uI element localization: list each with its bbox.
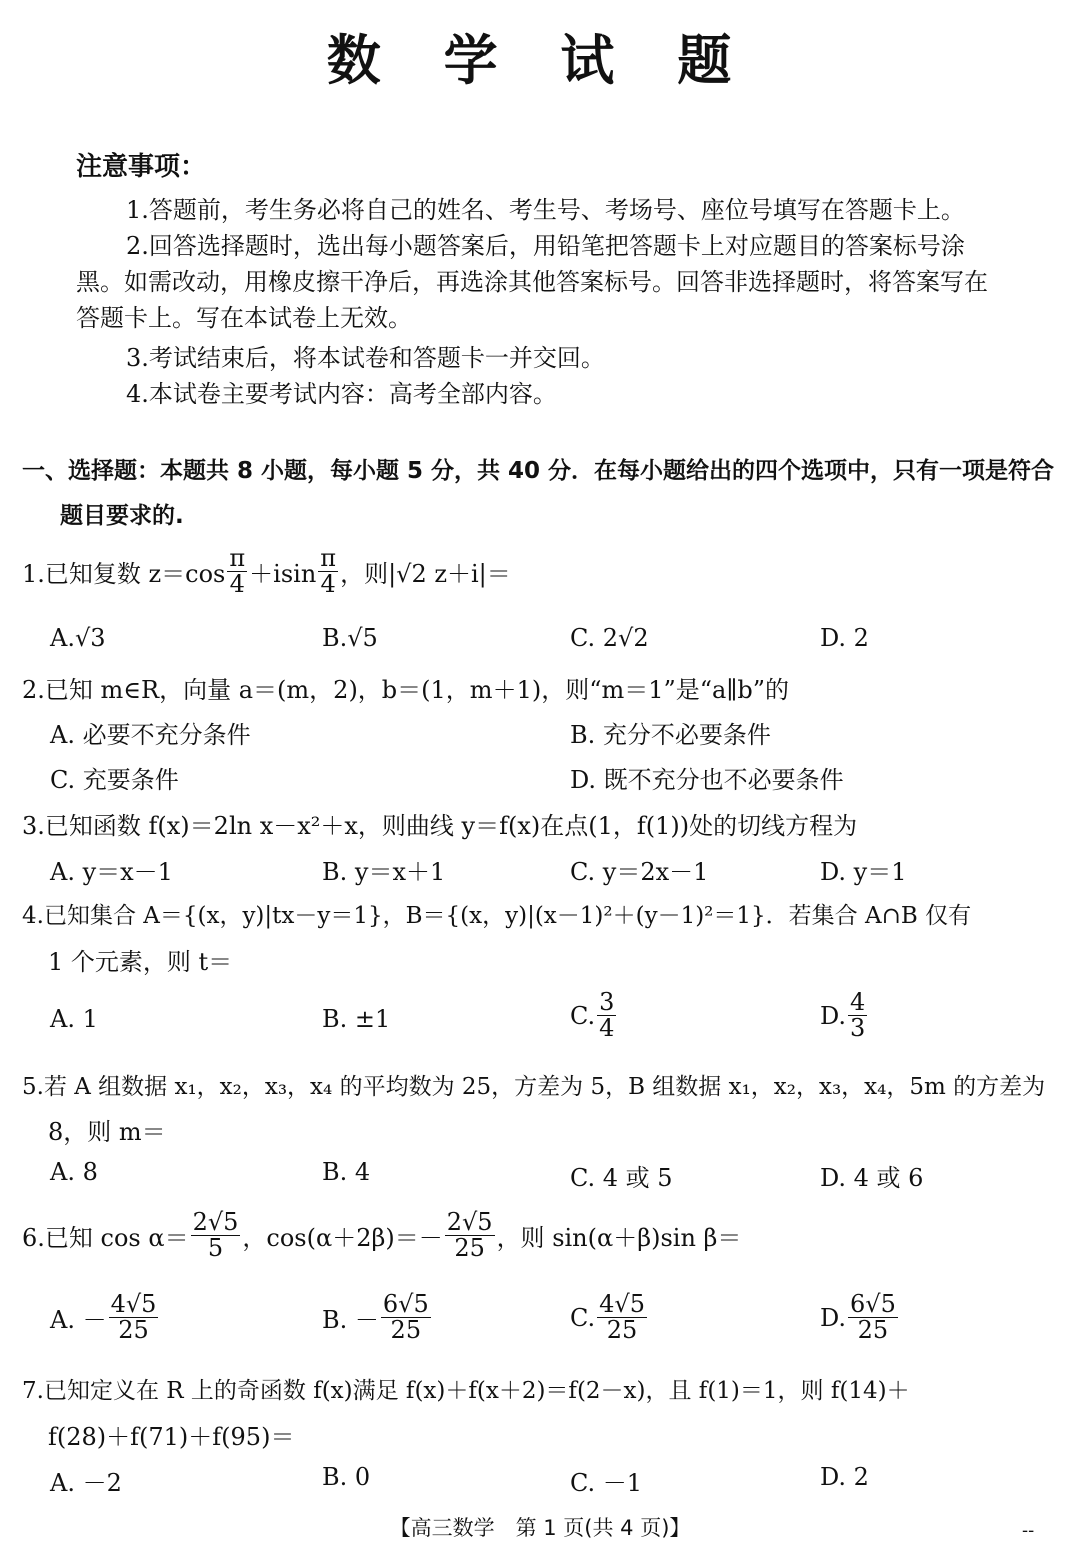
q1-text-pre: 1.已知复数 z＝cos [22,560,226,589]
q5-option-b: B. 4 [322,1158,371,1186]
page-footer: 【高三数学 第 1 页(共 4 页)】 [389,1516,691,1540]
question-5-stem-cont: 8，则 m＝ [48,1118,166,1146]
q3-option-d: D. y＝1 [820,858,907,886]
q2-option-b: B. 充分不必要条件 [570,721,771,749]
q2-option-d: D. 既不充分也不必要条件 [570,766,844,794]
question-3-stem: 3.已知函数 f(x)＝2ln x－x²＋x，则曲线 y＝f(x)在点(1，f(1))处的切线方程为 [22,812,858,840]
corner-mark: -- [1022,1520,1035,1541]
notes-heading: 注意事项： [76,152,207,182]
note-line-3: 3.考试结束后，将本试卷和答题卡一并交回。 [126,344,605,372]
question-6-stem [22,1210,741,1261]
q7-option-a: A. －2 [50,1469,122,1497]
q5-option-d: D. 4 或 6 [820,1164,924,1192]
q6-text-post: ，则 sin(α＋β)sin β＝ [496,1224,742,1253]
q1-option-b: B.√5 [322,624,378,652]
q4-c-fraction: $\frac{3}{4}$ [599,988,615,1043]
q6-text-pre: 6.已知 cos α＝ [22,1224,189,1253]
q1-option-c: C. 2√2 [570,624,649,652]
section-heading: 一、选择题：本题共 8 小题，每小题 5 分，共 40 分．在每小题给出的四个选项中，只有一项是符合 [22,458,1055,484]
q6-option-b: B. － $\frac{6√5}{25}$ [322,1290,429,1345]
question-5-stem: 5.若 A 组数据 x₁，x₂，x₃，x₄ 的平均数为 25，方差为 5，B 组数据 x₁，x₂，x₃，x₄，5m 的方差为 [22,1074,1046,1100]
q2-option-c: C. 充要条件 [50,766,179,794]
question-7-stem-cont: f(28)＋f(71)＋f(95)＝ [48,1423,295,1451]
q6-d-fraction: $\frac{6√5}{25}$ [850,1290,896,1345]
q6-fraction-1: $\frac{2√5}{5}$ [192,1208,239,1263]
question-4-stem: 4.已知集合 A＝{(x，y)|tx－y＝1}，B＝{(x，y)|(x－1)²＋(y－1)²＝1}．若集合 A∩B 仅有 [22,903,972,929]
q6-text-mid: ，cos(α＋2β)＝－ [242,1224,443,1253]
q3-option-a: A. y＝x－1 [50,858,173,886]
question-7-stem: 7.已知定义在 R 上的奇函数 f(x)满足 f(x)＋f(x＋2)＝f(2－x)，且 f(1)＝1，则 f(14)＋ [22,1378,910,1404]
q4-option-a: A. 1 [50,1005,98,1033]
q3-option-b: B. y＝x＋1 [322,858,446,886]
q4-option-d: D. $\frac{4}{3}$ [820,988,866,1043]
q4-d-fraction: $\frac{4}{3}$ [850,988,866,1043]
q3-option-c: C. y＝2x－1 [570,858,709,886]
q4-option-c: C. $\frac{3}{4}$ [570,988,615,1043]
question-4-stem-cont: 1 个元素，则 t＝ [48,948,233,976]
q1-fraction-1: $\frac{\pi}{4}$ [229,544,246,599]
question-2-stem: 2.已知 m∈R，向量 a＝(m，2)，b＝(1，m＋1)，则“m＝1”是“a∥b”的 [22,676,790,704]
q6-a-fraction: $\frac{4√5}{25}$ [110,1290,157,1345]
note-line-2a: 2.回答选择题时，选出每小题答案后，用铅笔把答题卡上对应题目的答案标号涂 [126,232,965,260]
q5-option-a: A. 8 [50,1158,98,1186]
q6-option-a: A. － $\frac{4√5}{25}$ [50,1290,157,1345]
q1-option-d: D. 2 [820,624,869,652]
q5-option-c: C. 4 或 5 [570,1164,673,1192]
q1-fraction-2: $\frac{\pi}{4}$ [320,544,337,599]
page-title: 数 学 试 题 [326,29,754,92]
q1-option-a: A.√3 [50,624,106,652]
q6-fraction-2: $\frac{2√5}{25}$ [446,1208,493,1263]
q6-option-c: C. $\frac{4√5}{25}$ [570,1290,645,1345]
section-heading-cont: 题目要求的. [60,503,184,529]
q6-option-d: D. $\frac{6√5}{25}$ [820,1290,896,1345]
note-line-2c: 答题卡上。写在本试卷上无效。 [76,304,412,332]
q7-option-b: B. 0 [322,1463,371,1491]
note-line-4: 4.本试卷主要考试内容：高考全部内容。 [126,380,557,408]
note-line-1: 1.答题前，考生务必将自己的姓名、考生号、考场号、座位号填写在答题卡上。 [126,196,965,224]
note-line-2b: 黑。如需改动，用橡皮擦干净后，再选涂其他答案标号。回答非选择题时，将答案写在 [76,268,988,296]
question-1-stem [22,546,511,597]
q1-text-mid: ＋isin [249,560,317,589]
q1-text-post: ，则|√2 z＋i|＝ [340,560,511,589]
q4-option-b: B. ±1 [322,1005,391,1033]
q6-b-fraction: $\frac{6√5}{25}$ [382,1290,429,1345]
q7-option-d: D. 2 [820,1463,869,1491]
q2-option-a: A. 必要不充分条件 [50,721,251,749]
q7-option-c: C. －1 [570,1469,643,1497]
q6-c-fraction: $\frac{4√5}{25}$ [599,1290,645,1345]
